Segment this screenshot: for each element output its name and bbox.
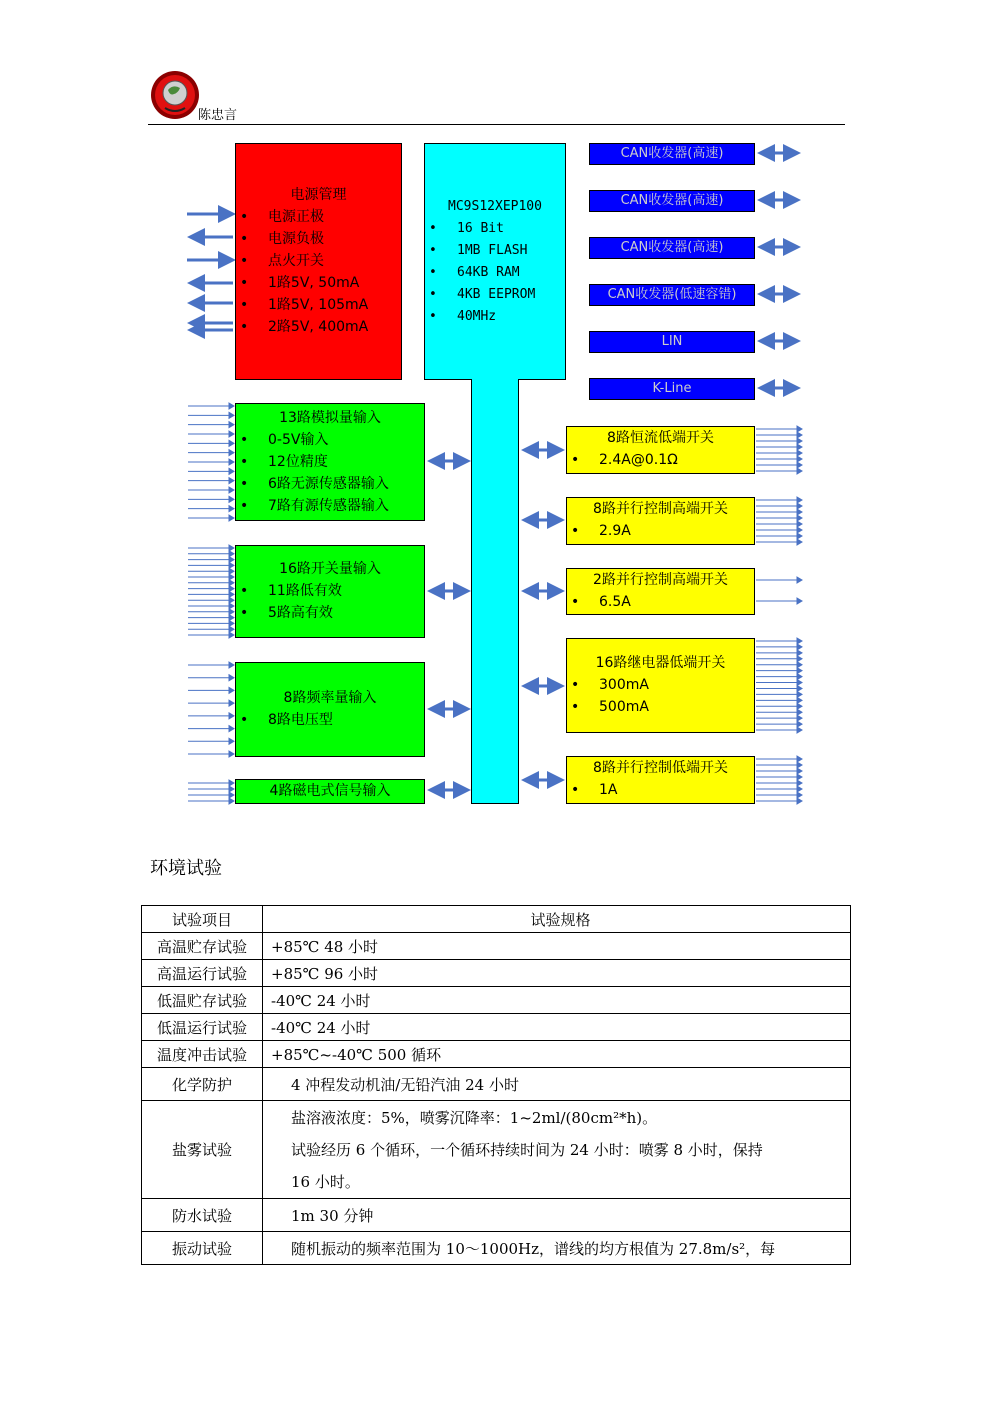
out4-signal-line-head — [797, 685, 802, 691]
out4-signal-line-head — [797, 650, 802, 656]
table-row — [142, 1068, 851, 1101]
out5-signal-line-head — [797, 774, 802, 780]
analog-signal-line-head — [229, 412, 234, 418]
out2-signal-line-head — [797, 503, 802, 509]
switch-signal-line-head — [229, 603, 234, 609]
out5-signal-line-head — [797, 768, 802, 774]
switch-signal-line-head — [229, 557, 234, 563]
switch-signal-line-head — [229, 545, 234, 551]
test-name: 振动试验 — [142, 1232, 263, 1265]
header-test-spec: 试验规格 — [263, 906, 851, 933]
freq-item: • 8路电压型 — [236, 709, 424, 731]
test-name: 高温运行试验 — [142, 960, 263, 987]
comm-can-2: CAN收发器(高速) — [589, 190, 755, 212]
out1-signal-line-head — [797, 432, 802, 438]
out3-title: 2路并行控制高端开关 — [593, 572, 728, 588]
out4-signal-line-head — [797, 656, 802, 662]
freq-signal-line-head — [229, 726, 234, 732]
switch-signal-line-head — [229, 626, 234, 632]
analog-signal-line-head — [229, 431, 234, 437]
table-row — [142, 1041, 851, 1068]
power-item: • 电源正极 — [236, 206, 401, 228]
out3-signal-line-head — [797, 598, 802, 604]
analog-signal-line-head — [229, 422, 234, 428]
out2-signal-line-head — [797, 533, 802, 539]
out4-signal-line-head — [797, 674, 802, 680]
out2-signal-line-head — [797, 515, 802, 521]
freq-signal-line-head — [229, 687, 234, 693]
mag-title: 4路磁电式信号输入 — [269, 783, 391, 799]
analog-signal-line-head — [229, 468, 234, 474]
output-box-2 — [566, 497, 755, 545]
out4-signal-line-head — [797, 721, 802, 727]
analog-signal-line-head — [229, 515, 234, 521]
switch-signal-line-head — [229, 597, 234, 603]
out2-signal-line-head — [797, 527, 802, 533]
out5-signal-line-head — [797, 798, 802, 804]
power-title: 电源管理 — [290, 187, 347, 203]
out4-signal-line-head — [797, 662, 802, 668]
power-management-box — [235, 143, 402, 380]
mcu-title: MC9S12XEP100 — [448, 199, 542, 214]
analog-signal-line-head — [229, 478, 234, 484]
comm-lin: LIN — [589, 331, 755, 353]
freq-signal-line-head — [229, 700, 234, 706]
out4-title: 16路继电器低端开关 — [595, 655, 726, 671]
switch-input-box — [235, 545, 425, 638]
spec-line: 盐溶液浓度：5%，喷雾沉降率：1~2ml/(80cm²*h)。 — [291, 1108, 658, 1127]
table-row — [142, 933, 851, 960]
author-name: 陈忠言 — [198, 108, 238, 123]
out4-item: • 500mA — [567, 696, 754, 718]
out4-signal-line-head — [797, 668, 802, 674]
comm-can-3: CAN收发器(高速) — [589, 237, 755, 259]
output-box-3 — [566, 568, 755, 615]
table-row — [142, 1101, 851, 1199]
freq-signal-line-head — [229, 738, 234, 744]
test-spec: +85℃~-40℃ 500 循环 — [263, 1041, 851, 1068]
test-spec: -40℃ 24 小时 — [263, 987, 851, 1014]
out5-signal-line-head — [797, 792, 802, 798]
table-header-row — [142, 906, 851, 933]
out5-signal-line-head — [797, 786, 802, 792]
test-name: 盐雾试验 — [142, 1101, 263, 1199]
power-item: • 电源负极 — [236, 228, 401, 250]
out2-signal-line-head — [797, 497, 802, 503]
switch-item: • 11路低有效 — [236, 580, 424, 602]
test-spec: -40℃ 24 小时 — [263, 1014, 851, 1041]
section-title: 环境试验 — [150, 858, 222, 879]
test-name: 高温贮存试验 — [142, 933, 263, 960]
out1-signal-line-head — [797, 444, 802, 450]
mcu-bus — [471, 379, 519, 804]
out4-item: • 300mA — [567, 674, 754, 696]
switch-signal-line-head — [229, 562, 234, 568]
out2-item: • 2.9A — [567, 520, 754, 542]
analog-signal-line-head — [229, 496, 234, 502]
mcu-box — [424, 143, 566, 380]
out4-signal-line-head — [797, 703, 802, 709]
out3-item: • 6.5A — [567, 591, 754, 613]
comm-kline: K-Line — [589, 378, 755, 400]
test-spec: 随机振动的频率范围为 10～1000Hz，谱线的均方根值为 27.8m/s²，每 — [263, 1232, 851, 1265]
out5-item: • 1A — [567, 779, 754, 801]
out4-signal-line-head — [797, 727, 802, 733]
freq-signal-line-head — [229, 751, 234, 757]
out1-signal-line-head — [797, 426, 802, 432]
test-name: 温度冲击试验 — [142, 1041, 263, 1068]
out4-signal-line-head — [797, 691, 802, 697]
freq-signal-line-head — [229, 713, 234, 719]
analog-item: • 6路无源传感器输入 — [236, 473, 424, 495]
comm-can-lowspeed: CAN收发器(低速容错) — [589, 284, 755, 306]
switch-signal-line-head — [229, 591, 234, 597]
out4-signal-line-head — [797, 680, 802, 686]
out1-title: 8路恒流低端开关 — [607, 430, 714, 446]
analog-signal-line-head — [229, 450, 234, 456]
mcu-item: • 64KB RAM — [425, 262, 565, 284]
output-box-5 — [566, 756, 755, 804]
test-spec-multiline — [263, 1101, 851, 1199]
table-row — [142, 1014, 851, 1041]
analog-item: • 7路有源传感器输入 — [236, 495, 424, 517]
table-row — [142, 987, 851, 1014]
mcu-item: • 40MHz — [425, 306, 565, 328]
mag-signal-line-head — [229, 786, 234, 792]
test-spec: 1m 30 分钟 — [263, 1199, 851, 1232]
mag-signal-line-head — [229, 780, 234, 786]
out5-title: 8路并行控制低端开关 — [593, 760, 728, 776]
analog-signal-line-head — [229, 440, 234, 446]
analog-signal-line-head — [229, 403, 234, 409]
out2-signal-line-head — [797, 509, 802, 515]
switch-signal-line-head — [229, 620, 234, 626]
analog-input-box — [235, 403, 425, 521]
out5-signal-line-head — [797, 780, 802, 786]
out2-signal-line-head — [797, 539, 802, 545]
analog-signal-line-head — [229, 487, 234, 493]
switch-signal-line-head — [229, 586, 234, 592]
mag-input-box — [235, 779, 425, 804]
out1-signal-line-head — [797, 468, 802, 474]
switch-item: • 5路高有效 — [236, 602, 424, 624]
test-spec: +85℃ 96 小时 — [263, 960, 851, 987]
header-test-item: 试验项目 — [142, 906, 263, 933]
switch-signal-line-head — [229, 551, 234, 557]
out2-signal-line-head — [797, 521, 802, 527]
analog-item: • 12位精度 — [236, 451, 424, 473]
switch-signal-line-head — [229, 574, 234, 580]
analog-signal-line-head — [229, 459, 234, 465]
test-spec: 4 冲程发动机油/无铅汽油 24 小时 — [263, 1068, 851, 1101]
out1-signal-line-head — [797, 456, 802, 462]
test-name: 低温贮存试验 — [142, 987, 263, 1014]
power-item: • 点火开关 — [236, 250, 401, 272]
out2-title: 8路并行控制高端开关 — [593, 501, 728, 517]
freq-signal-line-head — [229, 675, 234, 681]
spec-line: 16 小时。 — [291, 1172, 360, 1191]
test-spec: +85℃ 48 小时 — [263, 933, 851, 960]
freq-title: 8路频率量输入 — [283, 690, 377, 706]
out4-signal-line-head — [797, 638, 802, 644]
table-row — [142, 960, 851, 987]
mag-signal-line-head — [229, 792, 234, 798]
switch-signal-line-head — [229, 580, 234, 586]
power-item: • 1路5V, 50mA — [236, 272, 401, 294]
out1-signal-line-head — [797, 462, 802, 468]
analog-item: • 0-5V输入 — [236, 429, 424, 451]
switch-signal-line-head — [229, 609, 234, 615]
out4-signal-line-head — [797, 715, 802, 721]
out1-signal-line-head — [797, 450, 802, 456]
output-box-4 — [566, 638, 755, 733]
out5-signal-line-head — [797, 756, 802, 762]
test-name: 低温运行试验 — [142, 1014, 263, 1041]
mag-signal-line-head — [229, 798, 234, 804]
out4-signal-line-head — [797, 709, 802, 715]
out1-item: • 2.4A@0.1Ω — [567, 449, 754, 471]
analog-signal-line-head — [229, 506, 234, 512]
switch-signal-line-head — [229, 615, 234, 621]
mcu-item: • 1MB FLASH — [425, 240, 565, 262]
out4-signal-line-head — [797, 697, 802, 703]
switch-title: 16路开关量输入 — [279, 561, 381, 577]
comm-can-1: CAN收发器(高速) — [589, 143, 755, 165]
environment-test-table — [141, 905, 851, 1265]
table-row — [142, 1199, 851, 1232]
output-box-1 — [566, 426, 755, 474]
out3-signal-line-head — [797, 577, 802, 583]
power-item: • 2路5V, 400mA — [236, 316, 401, 338]
spec-line: 试验经历 6 个循环，一个循环持续时间为 24 小时：喷雾 8 小时，保持 — [291, 1140, 763, 1159]
analog-title: 13路模拟量输入 — [279, 410, 381, 426]
switch-signal-line-head — [229, 632, 234, 638]
power-item: • 1路5V, 105mA — [236, 294, 401, 316]
freq-signal-line-head — [229, 662, 234, 668]
test-name: 化学防护 — [142, 1068, 263, 1101]
switch-signal-line-head — [229, 568, 234, 574]
test-name: 防水试验 — [142, 1199, 263, 1232]
out4-signal-line-head — [797, 644, 802, 650]
out5-signal-line-head — [797, 762, 802, 768]
mcu-item: • 4KB EEPROM — [425, 284, 565, 306]
table-row — [142, 1232, 851, 1265]
mcu-item: • 16 Bit — [425, 218, 565, 240]
freq-input-box — [235, 662, 425, 757]
out1-signal-line-head — [797, 438, 802, 444]
